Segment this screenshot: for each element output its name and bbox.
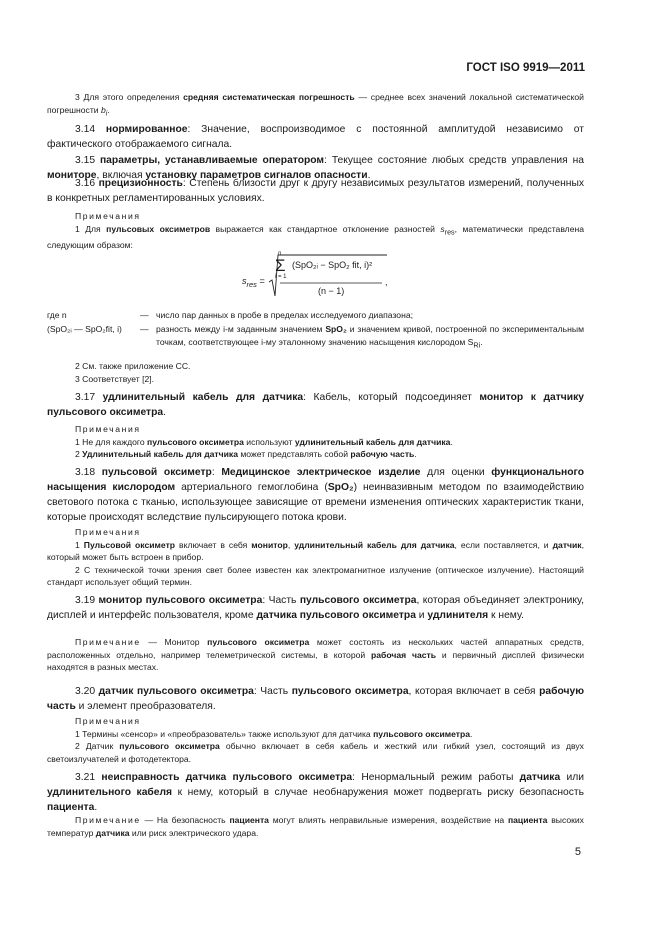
definition-3-21: 3.21 неисправность датчика пульсового оксиметра: Ненормальный режим работы датчика или удлинительного кабеля к нему, который в случае необнаружения может подвергать риску безопасность пациента.: [47, 772, 585, 813]
text: — среднее всех значений локальной систематической погрешности: [47, 92, 584, 115]
text: : Значение, воспроизводимое с постоянной амплитудой независимо от фактического отображаемого сигнала.: [47, 124, 585, 150]
definition-3-16: [47, 176, 584, 206]
subscript: res: [444, 228, 455, 237]
text: 3 Для этого определения: [75, 92, 184, 102]
sigma-symbol: Σ: [275, 256, 286, 275]
text: , математически представлена следующим образом:: [47, 223, 585, 250]
definition-3-17: [47, 390, 584, 420]
clause-number: 3.15: [75, 155, 100, 166]
text: .: [163, 407, 166, 418]
text: выражается как стандартное отклонение разностей: [210, 223, 441, 234]
term-bold: нормированное: [105, 124, 188, 135]
formula-denominator: (n − 1): [318, 286, 345, 296]
note-block: [47, 91, 584, 120]
definition-3-18: 3.18 пульсовой оксиметр: Медицинское электрическое изделие для оценки функционального насыщения кислородом артериального гемоглобина (SpO₂) неинвазивным методом по взаимодействию светового потока с тканью, использующее зависящие от времени изменения оптических характеристик ткани, которые происходят вследствие пульсирующего потока крови.: [47, 467, 584, 523]
clause-number: 3.16: [75, 178, 99, 189]
text: .: [107, 104, 110, 115]
formula-comma: ,: [385, 277, 388, 287]
text: : Текущее состояние любых средств управления на: [324, 155, 585, 166]
notes-block-3: Примечания 1 Пульсовой оксиметр включает в себя монитор, удлинительный кабель для датчика, если поставляется, и датчик, который может быть встроен в прибор. 2 С технической точки зрения свет более известен как электромагнитное излучение (оптическое излучение). Настоящий стандарт использует общий термин.: [47, 527, 585, 588]
term-bold: параметры, устанавливаемые оператором: [99, 155, 325, 166]
notes-2-3: [47, 360, 584, 385]
note-3-21: Примечание — На безопасность пациента могут влиять неправильные измерения, воздействие на пациента высоких температур датчика или риск электрического удара.: [47, 815, 584, 838]
term-bold: средняя систематическая погрешность: [183, 92, 355, 102]
clause-number: 3.17: [75, 392, 103, 403]
term-bold: удлинительный кабель для датчика: [102, 392, 304, 403]
formula-sres: [242, 250, 402, 310]
standard-header: ГОСТ ISO 9919—2011: [466, 62, 585, 74]
where-row-2-dash: —: [140, 324, 149, 334]
formula-lhs: $s_{res}$ =: [242, 276, 265, 289]
subscript: i: [105, 109, 108, 118]
term-bold: мониторе: [47, 170, 97, 181]
text: .: [367, 170, 371, 181]
term-bold: пульсовых оксиметров: [106, 223, 211, 234]
notes-block-1: [47, 210, 584, 252]
notes-block-4: Примечания 1 Термины «сенсор» и «преобразователь» также используют для датчика пульсового оксиметра. 2 Датчик пульсового оксиметра обычно включает в себя кабель и жесткий или гибкий узел, состоящий из двух светоизлучателей и фотодетектора.: [47, 716, 584, 764]
note-text: [47, 91, 584, 120]
term-bold: прецизионность: [98, 178, 183, 189]
where-row-1-text: число пар данных в пробе в пределах исследуемого диапазона;: [156, 310, 413, 320]
var: b: [100, 104, 106, 115]
notes-label: Примечания: [75, 424, 141, 434]
radical-sign: [242, 250, 392, 310]
text: 1 Для: [75, 223, 107, 234]
sum-lower: i = 1: [275, 274, 287, 280]
text: , включая: [96, 170, 146, 181]
note-text: 2 См. также приложение СС.: [75, 361, 191, 371]
definition-3-14: [47, 122, 584, 152]
definition-3-20: 3.20 датчик пульсового оксиметра: Часть пульсового оксиметра, которая включает в себя рабочую часть и элемент преобразователя.: [47, 686, 585, 712]
sum-upper: n: [278, 251, 282, 257]
clause-number: 3.14: [75, 124, 106, 135]
where-row-2-text: разность между i-м заданным значением SpO₂ и значением кривой, построенной по экспериментальным точкам, соответствующее i-му эталонному значению насыщения кислородом $S_{Ri}$.: [156, 324, 584, 350]
where-row-1-dash: —: [140, 310, 149, 320]
text: : Кабель, который подсоединяет: [303, 392, 480, 403]
page-number: 5: [574, 846, 581, 858]
text: : Степень близости друг к другу независимых результатов измерений, полученных в конкретных регламентированных условиях.: [47, 178, 584, 204]
note-3-19: Примечание — Монитор пульсового оксиметра может состоять из нескольких частей аппаратных средств, расположенных отдельно, например телеметрической системы, в которой рабочая часть и первичный дисплей физически находятся в разных местах.: [47, 637, 584, 673]
formula-numerator: (SpO₂ᵢ − SpO₂ fit, i)²: [292, 260, 373, 270]
where-row-2-left: (SpO₂ᵢ — SpO₂fit, i): [47, 324, 122, 334]
note-text: 3 Соответствует [2].: [75, 373, 155, 384]
var: s: [440, 223, 445, 234]
definition-3-19: 3.19 монитор пульсового оксиметра: Часть пульсового оксиметра, которая объединяет электронику, дисплей и интерфейс пользователя, кроме датчика пульсового оксиметра и удлинителя к нему.: [47, 595, 584, 621]
notes-block-2: Примечания 1 Не для каждого пульсового оксиметра используют удлинительный кабель для датчика. 2 Удлинительный кабель для датчика может представлять собой рабочую часть.: [47, 423, 584, 461]
note-text: 2 С технической точки зрения свет более известен как электромагнитное излучение (оптическое излучение). Настоящий стандарт использует общий термин.: [47, 564, 584, 588]
term-bold: монитор к датчику пульсового оксиметра: [47, 392, 584, 418]
notes-label: Примечания: [75, 716, 141, 726]
notes-label: Примечания: [75, 211, 141, 221]
term-bold: установку параметров сигналов опасности: [145, 170, 368, 181]
where-row-1-left: где n: [47, 310, 67, 320]
notes-label: Примечания: [75, 527, 141, 537]
